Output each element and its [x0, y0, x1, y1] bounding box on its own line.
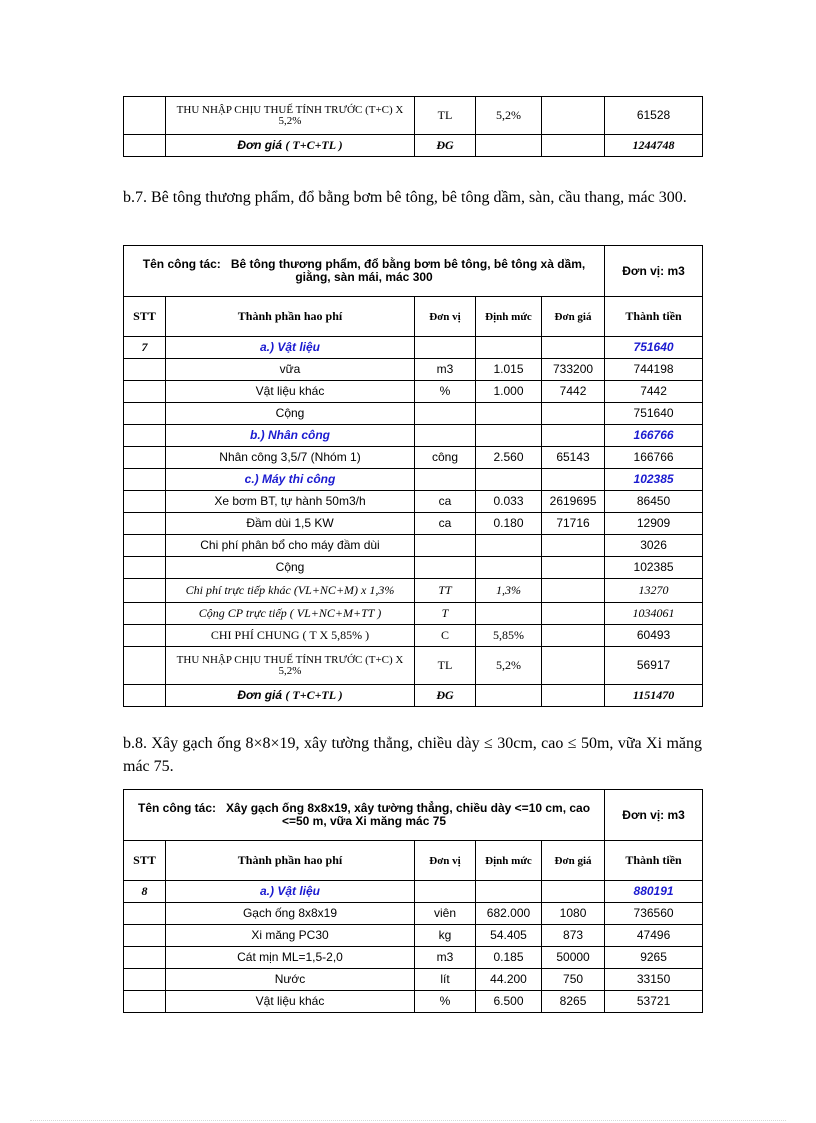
col-stt: STT: [124, 841, 166, 881]
row-total: 33150: [605, 969, 703, 991]
row-desc: Cộng CP trực tiếp ( VL+NC+M+TT ): [166, 603, 415, 625]
row-total: 1151470: [605, 685, 703, 707]
row-price: [542, 403, 605, 425]
row-norm: [476, 337, 542, 359]
row-stt: [124, 491, 166, 513]
unit-label: Đơn vị: m3: [605, 790, 703, 841]
row-unit: %: [415, 991, 476, 1013]
table-row: [124, 925, 703, 947]
row-price: [542, 603, 605, 625]
row-price: 65143: [542, 447, 605, 469]
row-norm: 54.405: [476, 925, 542, 947]
title-row: [124, 790, 703, 841]
row-stt: [124, 947, 166, 969]
table-row: [124, 579, 703, 603]
row-norm: 2.560: [476, 447, 542, 469]
row-total: 102385: [605, 469, 703, 491]
row-norm: 0.185: [476, 947, 542, 969]
row-unit: [415, 425, 476, 447]
row-price: 2619695: [542, 491, 605, 513]
row-desc: Xe bơm BT, tự hành 50m3/h: [166, 491, 415, 513]
unit-label: Đơn vị: m3: [605, 246, 703, 297]
row-stt: [124, 447, 166, 469]
row-total: 102385: [605, 557, 703, 579]
row-desc: THU NHẬP CHỊU THUẾ TÍNH TRƯỚC (T+C) X 5,2%: [166, 647, 415, 685]
col-component: Thành phần hao phí: [166, 841, 415, 881]
row-norm: 1.015: [476, 359, 542, 381]
row-unit: ca: [415, 491, 476, 513]
row-desc: Cộng: [166, 403, 415, 425]
row-norm: [476, 469, 542, 491]
row-unit: TT: [415, 579, 476, 603]
row-stt: [124, 557, 166, 579]
row-unit: công: [415, 447, 476, 469]
row-stt: [124, 425, 166, 447]
col-total: Thành tiền: [605, 297, 703, 337]
table-row: [124, 535, 703, 557]
row-desc: Nhân công 3,5/7 (Nhóm 1): [166, 447, 415, 469]
row-unit: m3: [415, 947, 476, 969]
row-stt: [124, 625, 166, 647]
row-desc: Vật liệu khác: [166, 991, 415, 1013]
table-row: [124, 881, 703, 903]
row-desc: a.) Vật liệu: [166, 337, 415, 359]
row-stt: [124, 469, 166, 491]
b7-body: [124, 337, 703, 707]
row-unit: T: [415, 603, 476, 625]
title-row: [124, 246, 703, 297]
row-unit: TL: [415, 647, 476, 685]
row-total: 166766: [605, 425, 703, 447]
row-unit: [415, 535, 476, 557]
row-norm: 0.033: [476, 491, 542, 513]
row-desc: Gạch ống 8x8x19: [166, 903, 415, 925]
row-norm: 5,85%: [476, 625, 542, 647]
row-desc: Đơn giá ( T+C+TL ): [166, 135, 415, 157]
table-row: [124, 469, 703, 491]
row-norm: [476, 603, 542, 625]
row-price: [542, 97, 605, 135]
row-total: 9265: [605, 947, 703, 969]
table-row: [124, 359, 703, 381]
row-unit: [415, 337, 476, 359]
table-row: [124, 97, 703, 135]
row-stt: [124, 403, 166, 425]
row-norm: [476, 535, 542, 557]
row-total: 166766: [605, 447, 703, 469]
row-desc: Xi măng PC30: [166, 925, 415, 947]
row-desc: Cộng: [166, 557, 415, 579]
row-price: 750: [542, 969, 605, 991]
row-price: 873: [542, 925, 605, 947]
row-desc: Đơn giá ( T+C+TL ): [166, 685, 415, 707]
row-total: 3026: [605, 535, 703, 557]
row-price: [542, 557, 605, 579]
row-desc: CHI PHÍ CHUNG ( T X 5,85% ): [166, 625, 415, 647]
row-total: 13270: [605, 579, 703, 603]
row-desc: Cát mịn ML=1,5-2,0: [166, 947, 415, 969]
row-total: 12909: [605, 513, 703, 535]
table-row: [124, 603, 703, 625]
row-norm: [476, 557, 542, 579]
table-row: [124, 491, 703, 513]
row-norm: 44.200: [476, 969, 542, 991]
col-price: Đơn giá: [542, 297, 605, 337]
row-stt: [124, 903, 166, 925]
row-desc: THU NHẬP CHỊU THUẾ TÍNH TRƯỚC (T+C) X 5,2%: [166, 97, 415, 135]
col-unit: Đơn vị: [415, 297, 476, 337]
row-price: [542, 135, 605, 157]
top-table: [123, 96, 703, 157]
row-total: 751640: [605, 337, 703, 359]
table-row: [124, 557, 703, 579]
col-norm: Định mức: [476, 841, 542, 881]
b8-body: [124, 881, 703, 1013]
row-total: 60493: [605, 625, 703, 647]
row-unit: ca: [415, 513, 476, 535]
row-stt: [124, 513, 166, 535]
table-row: [124, 625, 703, 647]
row-price: [542, 469, 605, 491]
col-price: Đơn giá: [542, 841, 605, 881]
header-row: [124, 841, 703, 881]
row-total: 880191: [605, 881, 703, 903]
col-norm: Định mức: [476, 297, 542, 337]
row-price: 7442: [542, 381, 605, 403]
row-norm: [476, 403, 542, 425]
row-unit: m3: [415, 359, 476, 381]
row-norm: 6.500: [476, 991, 542, 1013]
row-total: 7442: [605, 381, 703, 403]
row-price: 1080: [542, 903, 605, 925]
row-stt: [124, 359, 166, 381]
table-row: [124, 447, 703, 469]
table-row: [124, 135, 703, 157]
table-row: [124, 685, 703, 707]
b7-table: [123, 245, 703, 707]
row-desc: Đầm dùi 1,5 KW: [166, 513, 415, 535]
row-price: 8265: [542, 991, 605, 1013]
table-row: [124, 903, 703, 925]
row-desc: Chi phí trực tiếp khác (VL+NC+M) x 1,3%: [166, 579, 415, 603]
row-unit: viên: [415, 903, 476, 925]
row-stt: [124, 603, 166, 625]
row-total: 1244748: [605, 135, 703, 157]
row-stt: [124, 991, 166, 1013]
task-title: Tên công tác: Bê tông thương phẩm, đổ bằng bơm bê tông, bê tông xà dầm, giằng, sàn mái, mác 300: [124, 246, 605, 297]
row-total: 86450: [605, 491, 703, 513]
col-component: Thành phần hao phí: [166, 297, 415, 337]
row-stt: [124, 925, 166, 947]
row-price: [542, 881, 605, 903]
row-desc: Vật liệu khác: [166, 381, 415, 403]
table-row: [124, 337, 703, 359]
row-stt: [124, 647, 166, 685]
row-desc: a.) Vật liệu: [166, 881, 415, 903]
row-desc: c.) Máy thi công: [166, 469, 415, 491]
row-total: 47496: [605, 925, 703, 947]
row-rate: [476, 135, 542, 157]
row-unit: kg: [415, 925, 476, 947]
row-total: 751640: [605, 403, 703, 425]
row-stt: 8: [124, 881, 166, 903]
row-total: 744198: [605, 359, 703, 381]
row-price: 733200: [542, 359, 605, 381]
row-stt: [124, 579, 166, 603]
row-stt: 7: [124, 337, 166, 359]
row-stt: [124, 535, 166, 557]
table-row: [124, 513, 703, 535]
col-unit: Đơn vị: [415, 841, 476, 881]
row-unit: [415, 881, 476, 903]
table-row: [124, 969, 703, 991]
row-total: 736560: [605, 903, 703, 925]
row-unit: ĐG: [415, 135, 476, 157]
col-total: Thành tiền: [605, 841, 703, 881]
row-price: [542, 625, 605, 647]
row-unit: TL: [415, 97, 476, 135]
row-total: 53721: [605, 991, 703, 1013]
row-total: 61528: [605, 97, 703, 135]
row-stt: [124, 381, 166, 403]
row-unit: [415, 557, 476, 579]
row-desc: Chi phí phân bổ cho máy đầm dùi: [166, 535, 415, 557]
row-norm: [476, 685, 542, 707]
row-price: [542, 685, 605, 707]
b8-table: [123, 789, 703, 1013]
row-desc: Nước: [166, 969, 415, 991]
row-desc: vữa: [166, 359, 415, 381]
table-row: [124, 381, 703, 403]
row-price: [542, 579, 605, 603]
section-heading-b7: b.7. Bê tông thương phẩm, đổ bằng bơm bê tông, bê tông dầm, sàn, cầu thang, mác 300.: [123, 189, 687, 206]
row-norm: 1.000: [476, 381, 542, 403]
row-unit: [415, 469, 476, 491]
row-norm: 1,3%: [476, 579, 542, 603]
row-unit: ĐG: [415, 685, 476, 707]
row-total: 56917: [605, 647, 703, 685]
table-row: [124, 647, 703, 685]
row-rate: 5,2%: [476, 97, 542, 135]
header-row: [124, 297, 703, 337]
row-norm: [476, 425, 542, 447]
row-stt: [124, 969, 166, 991]
row-price: 50000: [542, 947, 605, 969]
table-row: [124, 947, 703, 969]
col-stt: STT: [124, 297, 166, 337]
page-bottom-divider: [30, 1120, 786, 1121]
row-price: 71716: [542, 513, 605, 535]
row-norm: 682.000: [476, 903, 542, 925]
task-title: Tên công tác: Xây gạch ống 8x8x19, xây tường thẳng, chiều dày <=10 cm, cao <=50 m, vữa Xi măng mác 75: [124, 790, 605, 841]
row-desc: b.) Nhân công: [166, 425, 415, 447]
table-row: [124, 403, 703, 425]
table-row: [124, 991, 703, 1013]
row-stt: [124, 685, 166, 707]
row-price: [542, 337, 605, 359]
row-norm: [476, 881, 542, 903]
row-unit: [415, 403, 476, 425]
row-norm: 5,2%: [476, 647, 542, 685]
table-row: [124, 425, 703, 447]
row-price: [542, 535, 605, 557]
row-unit: %: [415, 381, 476, 403]
row-unit: C: [415, 625, 476, 647]
row-unit: lít: [415, 969, 476, 991]
row-price: [542, 425, 605, 447]
section-heading-b8: b.8. Xây gạch ống 8×8×19, xây tường thẳng, chiều dày ≤ 30cm, cao ≤ 50m, vữa Xi măng mác 75.: [123, 735, 702, 775]
row-price: [542, 647, 605, 685]
row-total: 1034061: [605, 603, 703, 625]
row-norm: 0.180: [476, 513, 542, 535]
